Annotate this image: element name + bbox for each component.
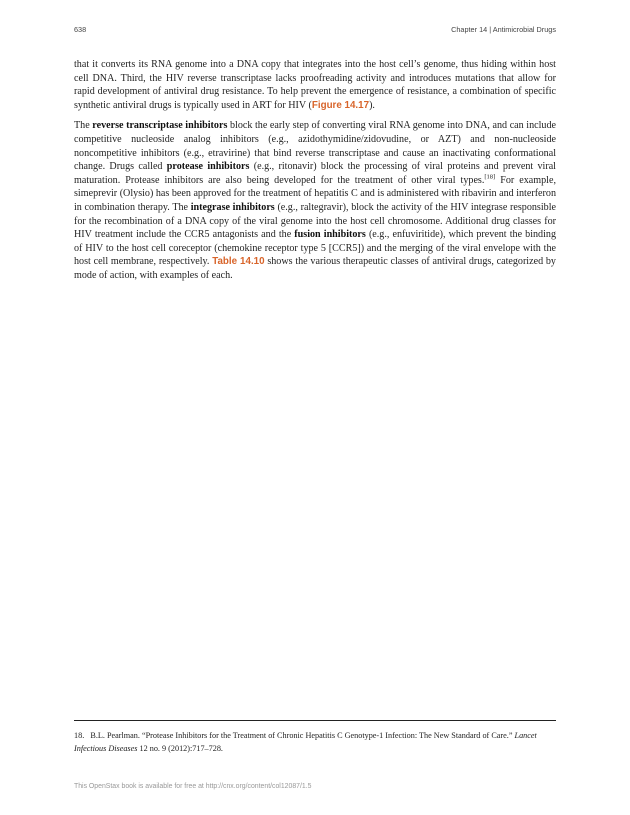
paragraph-1 — [74, 58, 556, 112]
paragraph-2-text-5: (e.g., raltegravir), block the activity of the HIV integrase responsible for the recombination of a DNA copy of the viral genome into the host cell chromosome. Additional drug classes for HIV treatment include the CCR5 antagonists and the — [74, 201, 556, 241]
paragraph-2-text-1: The — [74, 120, 93, 132]
footnote-text-a: B.L. Pearlman. “Protease Inhibitors for the Treatment of Chronic Hepatitis C Genotype-1 Infection: The New Standard of Care.” — [90, 731, 515, 740]
paragraph-2-text-3: (e.g., ritonavir) block the processing of viral proteins and prevent viral maturation. Protease inhibitors are also being developed for the treatment of other viral types. — [74, 161, 556, 186]
footnote-number: 18. — [74, 731, 85, 740]
page-footer: This OpenStax book is available for free at http://cnx.org/content/col12087/1.5 — [74, 783, 312, 790]
paragraph-2-text-7: shows the various therapeutic classes of antiviral drugs, categorized by mode of action, with examples of each. — [74, 256, 556, 281]
term-reverse-transcriptase-inhibitors: reverse transcriptase inhibitors — [92, 120, 228, 132]
term-fusion-inhibitors: fusion inhibitors — [294, 229, 366, 241]
paragraph-2-text-2: block the early step of converting viral RNA genome into DNA, and can include competitive nucleoside analog inhibitors (e.g., azidothymidine/zidovudine, or AZT) and non-nucleoside noncompetitive inhibitors (e.g., etravirine) that bind reverse transcriptase and cause an inactivating conformational change. Drugs called — [74, 120, 557, 173]
paragraph-2 — [74, 119, 556, 282]
footnote-text-b: 12 no. 9 (2012):717–728. — [137, 744, 223, 753]
page-number: 638 — [74, 25, 87, 34]
footnote-ref-18[interactable]: [18] — [484, 173, 496, 181]
figure-14-17-link[interactable]: Figure 14.17 — [311, 99, 370, 111]
paragraph-2-text-6: (e.g., enfuviritide), which prevent the binding of HIV to the host cell coreceptor (chemokine receptor type 5 [CCR5]) and the merging of the viral envelope with the host cell membrane, respectively. — [74, 229, 556, 268]
term-integrase-inhibitors: integrase inhibitors — [190, 201, 275, 213]
table-14-10-link[interactable]: Table 14.10 — [212, 256, 265, 268]
footnote-journal: Lancet Infectious Diseases — [74, 731, 537, 753]
term-protease-inhibitors: protease inhibitors — [166, 161, 250, 173]
page-header — [74, 25, 556, 37]
paragraph-1-text-a: that it converts its RNA genome into a DNA copy that integrates into the host cell’s genome, thus hiding within host cell DNA. Third, the HIV reverse transcriptase lacks proofreading activity and introduces mutations that allow for rapid development of antiviral drug resistance. To help prevent the emergence of resistance, a combination of specific synthetic antiviral drugs is typically used in ART for HIV ( — [74, 59, 556, 111]
footnote-divider — [74, 720, 556, 721]
body-text — [74, 58, 556, 290]
paragraph-1-text-b: ). — [369, 99, 375, 111]
paragraph-2-text-4: For example, simeprevir (Olysio) has been approved for the treatment of hepatitis C and is administered with ribavirin and interferon in combination therapy. The — [74, 174, 556, 213]
chapter-title: Chapter 14 | Antimicrobial Drugs — [451, 25, 556, 34]
footnote-18 — [74, 729, 556, 755]
